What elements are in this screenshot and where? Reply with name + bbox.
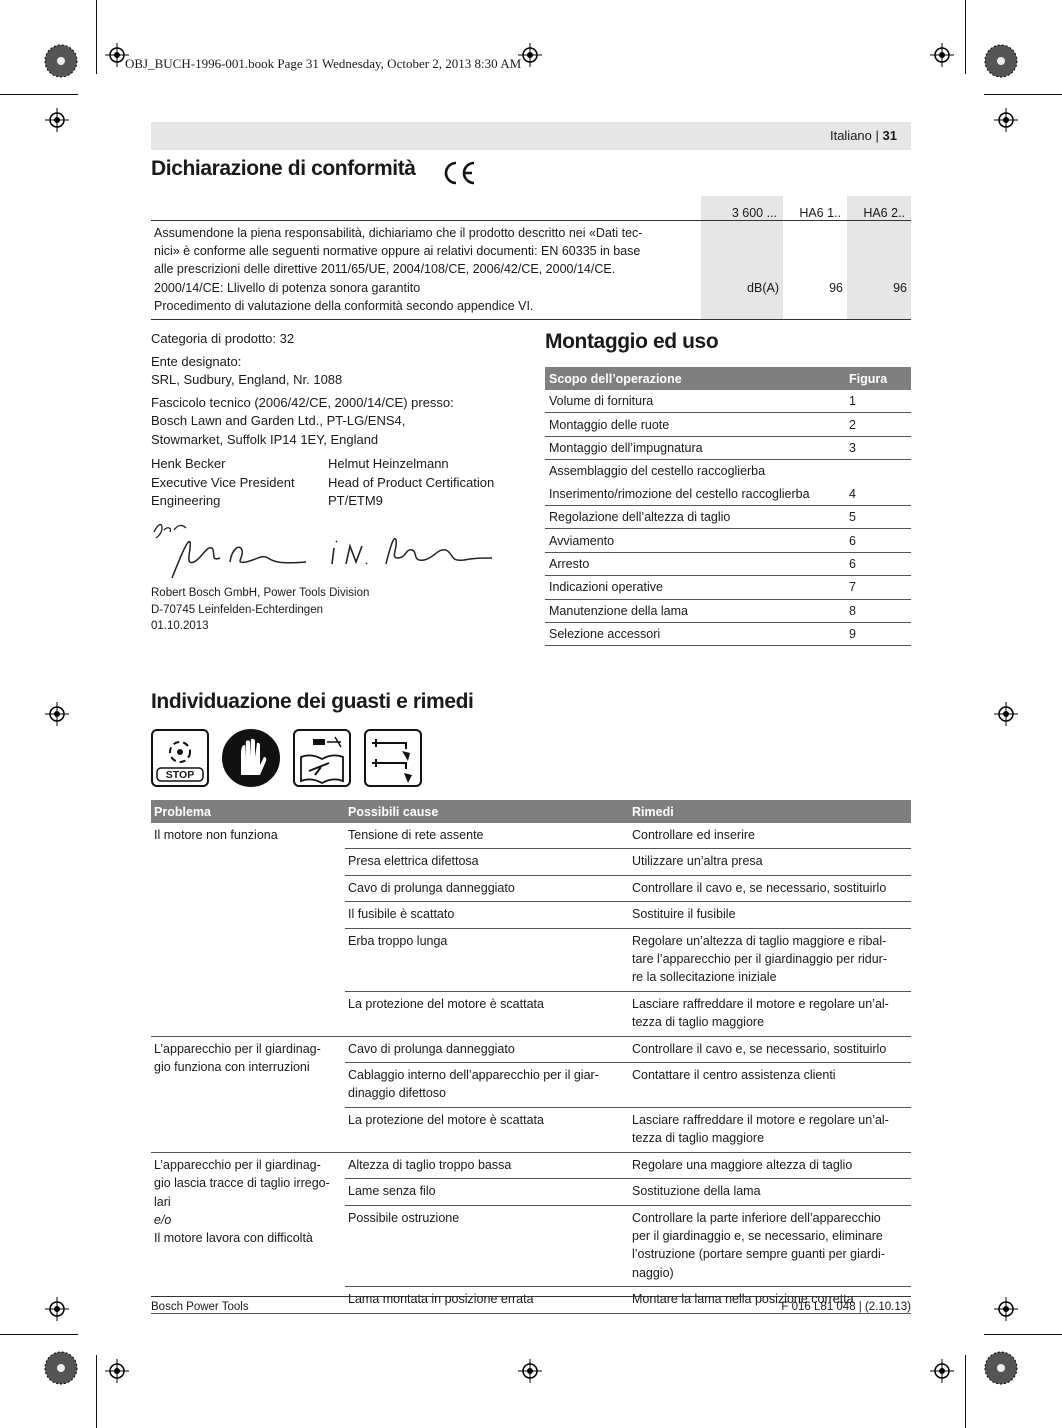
conformity-statement: Assumendone la piena responsabilità, dichiariamo che il prodotto descritto nei «Dati tec- nici» è conforme alle seguenti normative oppure ai relativi documenti: EN 60335 in base alle prescrizioni delle direttive 2011/65/UE, 2004/108/CE, 2006/42/CE, 2000/14/CE. 2000/14/CE: Llivello di potenza sonora garantito Procedimento di valutazione della conformità secondo appendice VI. xyxy=(151,221,701,320)
crop-mark xyxy=(965,1355,966,1428)
column-header: 3 600 ... xyxy=(701,196,783,221)
registration-mark-icon xyxy=(994,1297,1018,1321)
table-row: Volume di fornitura 1 xyxy=(545,390,911,413)
column-header: HA6 1.. xyxy=(783,196,847,221)
registration-mark-icon xyxy=(45,1297,69,1321)
column-header: Scopo dell’operazione xyxy=(545,367,845,390)
language-label: Italiano xyxy=(829,128,872,143)
table-row: Selezione accessori 9 xyxy=(545,622,911,645)
table-row: L’apparecchio per il giardinag- gio funziona con interruzioni Cavo di prolunga danneggiato Controllare il cavo e, se necessario, sostituirlo xyxy=(151,1036,911,1062)
product-info: Categoria di prodotto: 32 Ente designato: SRL, Sudbury, England, Nr. 1088 Fascicolo tecnico (2006/42/CE, 2000/14/CE) presso: Bosch Lawn and Garden Ltd., PT-LG/ENS4, Stowmarket, Suffolk IP14 1EY, England xyxy=(151,331,454,447)
table-row: Manutenzione della lama 8 xyxy=(545,599,911,622)
table-row: Regolazione dell’altezza di taglio 5 xyxy=(545,505,911,528)
gloves-icon xyxy=(222,729,280,787)
registration-mark-icon xyxy=(45,702,69,726)
signer-helmut-heinzelmann: Helmut Heinzelmann Head of Product Certification PT/ETM9 xyxy=(328,456,495,508)
table-row: Lama montata in posizione errata Montare la lama nella posizione corretta xyxy=(151,1287,911,1313)
color-wheel-icon xyxy=(44,44,78,78)
stop-unplug-icon xyxy=(151,729,209,787)
table-row: La protezione del motore è scattata Lasciare raffreddare il motore e regolare un’al- tezza di taglio maggiore xyxy=(151,991,911,1036)
svg-text:CE: CE xyxy=(441,160,443,161)
column-header: Problema xyxy=(151,800,345,823)
troubleshooting-title: Individuazione dei guasti e rimedi xyxy=(151,690,474,713)
table-row: Montaggio delle ruote 2 xyxy=(545,413,911,436)
crop-mark xyxy=(984,94,1062,95)
company-address: Robert Bosch GmbH, Power Tools Division D-70745 Leinfelden-Echterdingen 01.10.2013 xyxy=(151,587,370,632)
table-row: Arresto 6 xyxy=(545,552,911,575)
montaggio-title: Montaggio ed uso xyxy=(545,330,719,353)
registration-mark-icon xyxy=(105,1359,129,1383)
table-row: L’apparecchio per il giardinag- gio lascia tracce di taglio irrego- lari e/o Il motore lavora con difficoltà Altezza di taglio troppo bassa Regolare una maggiore altezza di taglio xyxy=(151,1152,911,1178)
page-footer xyxy=(151,1296,911,1313)
value-cell: 96 xyxy=(847,221,911,320)
table-row: Il fusibile è scattato Sostituire il fusibile xyxy=(151,902,911,928)
table-row: Lame senza filo Sostituzione della lama xyxy=(151,1179,911,1205)
footer-right: F 016 L81 048 | (2.10.13) xyxy=(781,1301,911,1313)
unit-cell: dB(A) xyxy=(701,221,783,320)
value-cell: 96 xyxy=(783,221,847,320)
crop-mark xyxy=(0,94,78,95)
signer-henk-becker: Henk Becker Executive Vice President Engineering xyxy=(151,456,295,508)
ce-mark-icon xyxy=(441,160,477,186)
table-row: Cablaggio interno dell’apparecchio per il giar- dinaggio difettoso Contattare il centro assistenza clienti xyxy=(151,1063,911,1108)
registration-mark-icon xyxy=(994,108,1018,132)
table-row: Assemblaggio del cestello raccoglierba xyxy=(549,464,766,479)
signatures-image xyxy=(150,518,500,580)
table-row: Indicazioni operative 7 xyxy=(545,576,911,599)
table-row: Possibile ostruzione Controllare la parte inferiore dell’apparecchio per il giardinaggio e, se necessario, eliminare l’ostruzione (portare sempre guanti per giardi- naggio) xyxy=(151,1205,911,1287)
registration-mark-icon xyxy=(518,43,542,67)
column-header: Possibili cause xyxy=(345,800,629,823)
conformity-title: Dichiarazione di conformità xyxy=(151,157,416,180)
registration-mark-icon xyxy=(45,108,69,132)
footer-left: Bosch Power Tools xyxy=(151,1301,249,1313)
column-header: Rimedi xyxy=(629,800,911,823)
troubleshooting-table xyxy=(151,800,911,1314)
table-row: Erba troppo lunga Regolare un’altezza di taglio maggiore e ribal- tare l’apparecchio per il giardinaggio per ridur- re la sollecitazione iniziale xyxy=(151,928,911,991)
table-row: Presa elettrica difettosa Utilizzare un’altra presa xyxy=(151,849,911,875)
crop-mark xyxy=(984,1334,1062,1335)
cutting-height-icon xyxy=(364,729,422,787)
registration-mark-icon xyxy=(994,702,1018,726)
crop-mark xyxy=(965,0,966,74)
table-row: Avviamento 6 xyxy=(545,529,911,552)
color-wheel-icon xyxy=(984,1351,1018,1385)
table-row: La protezione del motore è scattata Lasciare raffreddare il motore e regolare un’al- tezza di taglio maggiore xyxy=(151,1107,911,1152)
page-number: 31 xyxy=(882,128,897,143)
crop-mark xyxy=(96,0,97,74)
table-row: Inserimento/rimozione del cestello raccoglierba 4 xyxy=(545,483,911,506)
table-row: Il motore non funziona Tensione di rete assente Controllare ed inserire xyxy=(151,823,911,849)
book-file-header: OBJ_BUCH-1996-001.book Page 31 Wednesday, October 2, 2013 8:30 AM xyxy=(125,56,522,71)
table-row: Montaggio dell’impugnatura 3 xyxy=(545,436,911,459)
problem-cell: L’apparecchio per il giardinag- gio funziona con interruzioni xyxy=(151,1036,345,1152)
read-manual-icon xyxy=(293,729,351,787)
registration-mark-icon xyxy=(518,1359,542,1383)
problem-cell: L’apparecchio per il giardinag- gio lascia tracce di taglio irrego- lari e/o Il motore lavora con difficoltà xyxy=(151,1152,345,1313)
stop-label: STOP xyxy=(165,769,195,781)
problem-cell: Il motore non funziona xyxy=(154,828,278,842)
conformity-table xyxy=(151,196,911,320)
color-wheel-icon xyxy=(984,44,1018,78)
page-header-bar xyxy=(151,122,911,150)
registration-mark-icon xyxy=(930,1359,954,1383)
registration-mark-icon xyxy=(930,43,954,67)
crop-mark xyxy=(96,1355,97,1428)
color-wheel-icon xyxy=(44,1351,78,1385)
montaggio-table xyxy=(545,367,911,646)
page-header: Italiano | 31 xyxy=(829,128,897,143)
column-header: Figura xyxy=(845,367,911,390)
table-row: Cavo di prolunga danneggiato Controllare il cavo e, se necessario, sostituirlo xyxy=(151,875,911,901)
column-header: HA6 2.. xyxy=(847,196,911,221)
crop-mark xyxy=(0,1334,78,1335)
